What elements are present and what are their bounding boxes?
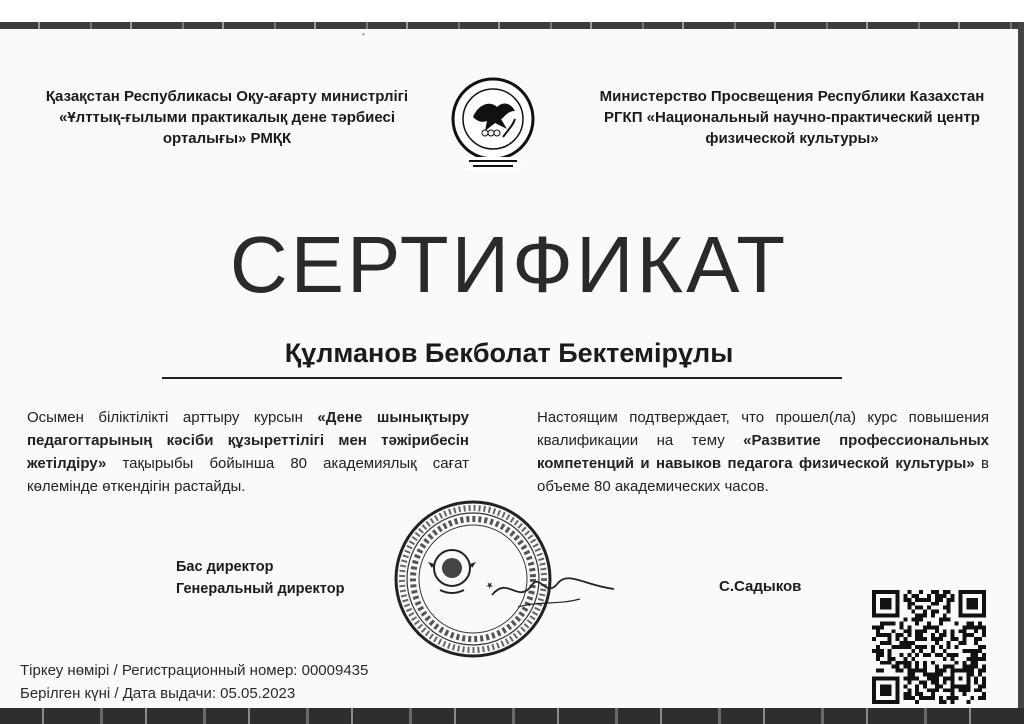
certificate-border-bottom	[0, 708, 1024, 724]
header-ru-line-1: Министерство Просвещения Республики Казахстан	[599, 88, 985, 105]
director-titles	[176, 556, 344, 600]
registration-number: Тіркеу нөмірі / Регистрационный номер: 00009435	[20, 662, 369, 679]
header-kazakh	[12, 86, 442, 149]
body-ru-topic: «Развитие профессиональных компетенций и навыков педагога физической культуры»	[537, 432, 990, 472]
body-kz-topic: «Дене шынықтыру педагогтарының кәсіби құзыреттілігі мен тәжірибесін жетілдіру»	[27, 409, 470, 472]
body-text-kazakh	[27, 406, 469, 498]
body-kz-after: тақырыбы бойынша 80 академиялық сағат көлемінде өткендігін растайды.	[27, 455, 469, 495]
certificate-title: СЕРТИФИКАТ	[229, 220, 789, 309]
certificate-border-top	[0, 22, 1024, 29]
director-title-kz: Бас директор	[176, 559, 274, 575]
body-kz-before: Осымен біліктілікті арттыру курсын	[27, 409, 318, 426]
header-ru-line-2: РГКП «Национальный научно-практический центр	[604, 109, 980, 126]
header-ru-line-3: физической культуры»	[705, 130, 879, 147]
director-name: С.Садыков	[719, 578, 802, 595]
svg-text:★: ★	[483, 578, 496, 592]
body-ru-after: в объеме 80 академических часов.	[537, 455, 990, 495]
qr-code-icon[interactable]	[868, 590, 990, 704]
director-title-ru: Генеральный директор	[176, 581, 345, 597]
recipient-name: Құлманов Бекболат Бектемірұлы	[284, 338, 734, 368]
name-underline	[162, 377, 842, 379]
staple-mark: ᛫	[358, 26, 369, 46]
certificate-border-right	[1018, 22, 1024, 722]
header-kz-line-2: «Ұлттық-ғылыми практикалық дене тәрбиесі	[58, 109, 396, 126]
header-kz-line-3: орталығы» РМҚК	[162, 130, 292, 147]
director-signature	[488, 555, 618, 625]
body-ru-before: Настоящим подтверждает, что прошел(ла) курс повышения квалификации на тему	[537, 409, 989, 449]
header-russian	[582, 86, 1002, 149]
body-text-russian	[537, 406, 989, 498]
issue-date: Берілген күні / Дата выдачи: 05.05.2023	[20, 685, 296, 702]
header-kz-line-1: Қазақстан Республикасы Оқу-ағарту министрлігі	[45, 88, 409, 105]
national-center-emblem-icon	[451, 73, 535, 173]
